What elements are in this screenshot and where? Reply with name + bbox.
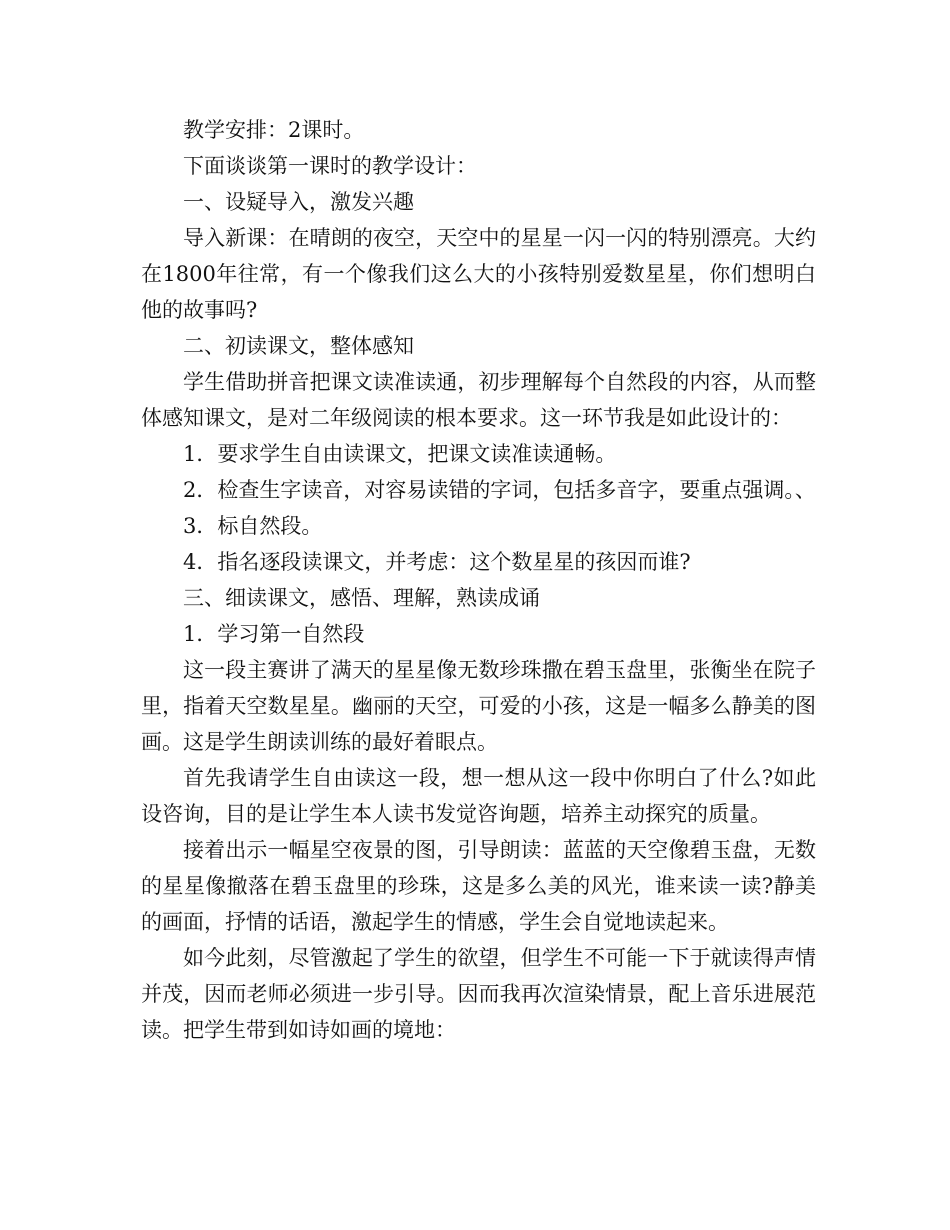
list-item-2: 2．检查生字读音，对容易读错的字词，包括多音字，要重点强调。、 bbox=[183, 478, 816, 502]
heading-section-1: 一、设疑导入，激发兴趣 bbox=[183, 190, 414, 214]
list-item-4: 4．指名逐段读课文，并考虑：这个数星星的孩因而谁? bbox=[183, 550, 691, 574]
paragraph-starry-night: 接着出示一幅星空夜景的图，引导朗读：蓝蓝的天空像碧玉盘，无数的星星像撤落在碧玉盘里的珍珠，这是多么美的风光，谁来读一读?静美的画面，抒情的话语，激起学生的情感，学生会自觉地读起来。 bbox=[141, 838, 816, 934]
paragraph-design-intro: 下面谈谈第一课时的教学设计： bbox=[183, 154, 477, 178]
paragraph-first-section-content: 这一段主赛讲了满天的星星像无数珍珠撒在碧玉盘里，张衡坐在院子里，指着天空数星星。幽丽的天空，可爱的小孩，这是一幅多么静美的图画。这是学生朗读训练的最好着眼点。 bbox=[141, 658, 816, 754]
paragraph-lesson-intro: 导入新课：在晴朗的夜空，天空中的星星一闪一闪的特别漂亮。大约在1800年往常，有一个像我们这么大的小孩特别爱数星星，你们想明白他的故事吗? bbox=[141, 226, 816, 322]
paragraph-free-reading: 首先我请学生自由读这一段，想一想从这一段中你明白了什么?如此设咨询，目的是让学生本人读书发觉咨询题，培养主动探究的质量。 bbox=[141, 766, 816, 826]
list-item-1: 1．要求学生自由读课文，把课文读准读通畅。 bbox=[183, 442, 617, 466]
heading-section-2: 二、初读课文，整体感知 bbox=[183, 334, 414, 358]
subheading-paragraph-1: 1．学习第一自然段 bbox=[183, 622, 365, 646]
heading-section-3: 三、细读课文，感悟、理解，熟读成诵 bbox=[183, 586, 540, 610]
paragraph-first-reading: 学生借助拼音把课文读准读通，初步理解每个自然段的内容，从而整体感知课文，是对二年级阅读的根本要求。这一环节我是如此设计的： bbox=[141, 370, 816, 430]
list-item-3: 3．标自然段。 bbox=[183, 514, 323, 538]
paragraph-teaching-schedule: 教学安排：2课时。 bbox=[183, 118, 365, 142]
paragraph-model-reading: 如今此刻，尽管激起了学生的欲望，但学生不可能一下于就读得声情并茂，因而老师必须进一步引导。因而我再次渲染情景，配上音乐进展范读。把学生带到如诗如画的境地： bbox=[141, 946, 816, 1042]
document-body bbox=[141, 112, 816, 1048]
